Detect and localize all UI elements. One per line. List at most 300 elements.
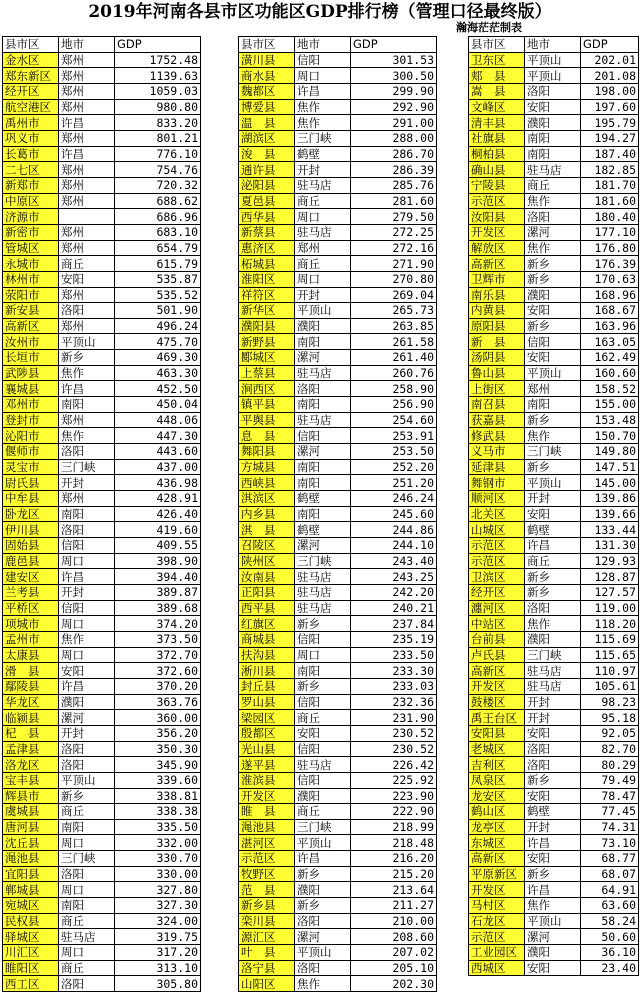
city-name: 开封 [525, 491, 581, 507]
table-row [239, 130, 437, 146]
city-name [59, 209, 115, 225]
city-name: 信阳 [59, 600, 115, 616]
county-name: 杞 县 [3, 725, 59, 741]
gdp-value: 180.40 [581, 209, 639, 225]
city-name: 郑州 [59, 240, 115, 256]
table-row [469, 68, 639, 84]
county-name: 修武县 [469, 428, 525, 444]
gdp-value: 327.80 [115, 882, 201, 898]
city-name: 平顶山 [295, 835, 351, 851]
county-name: 石龙区 [469, 913, 525, 929]
city-name: 洛阳 [525, 757, 581, 773]
city-name: 濮阳 [59, 694, 115, 710]
city-name: 周口 [295, 271, 351, 287]
table-row [239, 506, 437, 522]
gdp-value: 688.62 [115, 193, 201, 209]
gdp-value: 370.20 [115, 678, 201, 694]
county-name: 正阳县 [239, 584, 295, 600]
county-name: 沁阳市 [3, 428, 59, 444]
gdp-value: 150.70 [581, 428, 639, 444]
county-name: 建安区 [3, 569, 59, 585]
city-name: 濮阳 [525, 287, 581, 303]
gdp-value: 119.00 [581, 600, 639, 616]
county-name: 二七区 [3, 162, 59, 178]
county-name: 睢 县 [239, 804, 295, 820]
county-name: 卫滨区 [469, 569, 525, 585]
county-name: 淇 县 [239, 522, 295, 538]
city-name: 濮阳 [295, 882, 351, 898]
gdp-value: 98.23 [581, 694, 639, 710]
county-name: 武陟县 [3, 365, 59, 381]
table-row [3, 553, 201, 569]
city-name: 郑州 [59, 83, 115, 99]
table-row [3, 725, 201, 741]
county-name: 清丰县 [469, 115, 525, 131]
ranking-table-2 [238, 36, 437, 992]
gdp-value: 654.79 [115, 240, 201, 256]
table-row [239, 177, 437, 193]
gdp-value: 128.87 [581, 569, 639, 585]
gdp-value: 330.00 [115, 866, 201, 882]
table-row [3, 444, 201, 460]
gdp-value: 409.55 [115, 538, 201, 554]
gdp-value: 36.10 [581, 945, 639, 961]
gdp-value: 286.70 [351, 146, 437, 162]
table-row [239, 475, 437, 491]
table-row [239, 725, 437, 741]
county-name: 桐柏县 [469, 146, 525, 162]
table-row [3, 929, 201, 945]
county-name: 高新区 [469, 663, 525, 679]
county-name: 中原区 [3, 193, 59, 209]
city-name: 商丘 [295, 193, 351, 209]
gdp-value: 398.90 [115, 553, 201, 569]
gdp-value: 452.50 [115, 381, 201, 397]
table-row [469, 475, 639, 491]
table-row [469, 350, 639, 366]
city-name: 开封 [59, 475, 115, 491]
county-name: 滑 县 [3, 663, 59, 679]
gdp-value: 683.10 [115, 224, 201, 240]
table-row [3, 52, 201, 68]
gdp-value: 170.63 [581, 271, 639, 287]
table-row [239, 772, 437, 788]
county-name: 开发区 [469, 882, 525, 898]
table-row [239, 945, 437, 961]
county-name: 新蔡县 [239, 224, 295, 240]
county-name: 叶 县 [239, 945, 295, 961]
county-name: 顺河区 [469, 491, 525, 507]
table-row [239, 663, 437, 679]
gdp-value: 350.30 [115, 741, 201, 757]
city-name: 洛阳 [295, 913, 351, 929]
table-row [239, 397, 437, 413]
county-name: 开发区 [239, 788, 295, 804]
county-name: 台前县 [469, 631, 525, 647]
table-row [239, 271, 437, 287]
table-row [239, 491, 437, 507]
gdp-value: 95.18 [581, 710, 639, 726]
city-name: 许昌 [525, 835, 581, 851]
city-name: 郑州 [59, 99, 115, 115]
county-name: 孟州市 [3, 631, 59, 647]
table-row [469, 866, 639, 882]
county-name: 新郑市 [3, 177, 59, 193]
gdp-value: 223.90 [351, 788, 437, 804]
table-row [469, 725, 639, 741]
county-name: 上街区 [469, 381, 525, 397]
table-row [3, 287, 201, 303]
city-name: 驻马店 [295, 600, 351, 616]
county-name: 宛城区 [3, 898, 59, 914]
table-row [469, 772, 639, 788]
gdp-value: 162.49 [581, 350, 639, 366]
gdp-value: 319.75 [115, 929, 201, 945]
city-name: 漯河 [525, 929, 581, 945]
gdp-value: 258.90 [351, 381, 437, 397]
table-row [469, 459, 639, 475]
county-name: 西平县 [239, 600, 295, 616]
city-name: 洛阳 [59, 757, 115, 773]
county-name: 嵩 县 [469, 83, 525, 99]
county-name: 扶沟县 [239, 647, 295, 663]
header-county: 县市区 [3, 37, 59, 53]
table-row [3, 631, 201, 647]
table-row [239, 256, 437, 272]
county-name: 镇平县 [239, 397, 295, 413]
city-name: 信阳 [59, 538, 115, 554]
table-row [3, 350, 201, 366]
table-row [239, 240, 437, 256]
city-name: 许昌 [295, 83, 351, 99]
table-row [239, 99, 437, 115]
table-row [3, 741, 201, 757]
city-name: 驻马店 [295, 365, 351, 381]
table-row [239, 913, 437, 929]
county-name: 西城区 [469, 960, 525, 976]
county-name: 息 县 [239, 428, 295, 444]
table-row [3, 303, 201, 319]
table-row [239, 52, 437, 68]
city-name: 许昌 [59, 381, 115, 397]
county-name: 山阳区 [239, 976, 295, 992]
gdp-value: 208.60 [351, 929, 437, 945]
city-name: 濮阳 [295, 788, 351, 804]
table-row [239, 851, 437, 867]
table-row [239, 365, 437, 381]
county-name: 宁陵县 [469, 177, 525, 193]
gdp-value: 374.20 [115, 616, 201, 632]
county-name: 梁园区 [239, 710, 295, 726]
city-name: 许昌 [59, 678, 115, 694]
city-name: 平顶山 [525, 68, 581, 84]
county-name: 潢川县 [239, 52, 295, 68]
gdp-value: 160.60 [581, 365, 639, 381]
gdp-value: 345.90 [115, 757, 201, 773]
city-name: 周口 [59, 882, 115, 898]
county-name: 舞阳县 [239, 444, 295, 460]
header-county: 县市区 [239, 37, 295, 53]
city-name: 洛阳 [59, 976, 115, 992]
table-row [469, 945, 639, 961]
county-name: 商城县 [239, 631, 295, 647]
table-row [3, 710, 201, 726]
county-name: 泌阳县 [239, 177, 295, 193]
gdp-value: 243.40 [351, 553, 437, 569]
city-name: 洛阳 [59, 741, 115, 757]
table-row [469, 663, 639, 679]
city-name: 三门峡 [525, 444, 581, 460]
gdp-value: 218.48 [351, 835, 437, 851]
gdp-value: 105.61 [581, 678, 639, 694]
county-name: 平舆县 [239, 412, 295, 428]
city-name: 新乡 [295, 616, 351, 632]
table-row [469, 99, 639, 115]
gdp-value: 285.76 [351, 177, 437, 193]
city-name: 安阳 [525, 788, 581, 804]
table-row [469, 616, 639, 632]
city-name: 郑州 [295, 240, 351, 256]
table-row [239, 162, 437, 178]
county-name: 管城区 [3, 240, 59, 256]
gdp-value: 265.73 [351, 303, 437, 319]
table-row [239, 334, 437, 350]
table-row [469, 115, 639, 131]
county-name: 范 县 [239, 882, 295, 898]
gdp-value: 372.60 [115, 663, 201, 679]
gdp-value: 246.24 [351, 491, 437, 507]
table-row [469, 898, 639, 914]
county-name: 魏都区 [239, 83, 295, 99]
county-name: 登封市 [3, 412, 59, 428]
table-row [3, 694, 201, 710]
city-name: 郑州 [59, 224, 115, 240]
county-name: 禹王台区 [469, 710, 525, 726]
county-name: 凤泉区 [469, 772, 525, 788]
city-name: 新乡 [525, 459, 581, 475]
county-name: 郑东新区 [3, 68, 59, 84]
city-name: 安阳 [525, 350, 581, 366]
gdp-value: 79.49 [581, 772, 639, 788]
table-row [239, 83, 437, 99]
county-name: 航空港区 [3, 99, 59, 115]
city-name: 许昌 [525, 538, 581, 554]
city-name: 濮阳 [525, 631, 581, 647]
county-name: 宜阳县 [3, 866, 59, 882]
table-row [239, 303, 437, 319]
gdp-value: 339.60 [115, 772, 201, 788]
table-row [239, 929, 437, 945]
county-name: 义马市 [469, 444, 525, 460]
city-name: 焦作 [525, 193, 581, 209]
table-row [3, 569, 201, 585]
city-name: 驻马店 [59, 929, 115, 945]
gdp-value: 63.60 [581, 898, 639, 914]
table-row [239, 115, 437, 131]
county-name: 示范区 [469, 538, 525, 554]
gdp-value: 231.90 [351, 710, 437, 726]
table-row [3, 538, 201, 554]
table-row [469, 287, 639, 303]
county-name: 平桥区 [3, 600, 59, 616]
city-name: 商丘 [59, 256, 115, 272]
table-row [239, 193, 437, 209]
county-name: 洛宁县 [239, 960, 295, 976]
gdp-value: 754.76 [115, 162, 201, 178]
city-name: 驻马店 [525, 162, 581, 178]
city-name: 平顶山 [525, 365, 581, 381]
city-name: 新乡 [295, 866, 351, 882]
gdp-value: 233.50 [351, 647, 437, 663]
county-name: 鹤山区 [469, 804, 525, 820]
city-name: 商丘 [59, 913, 115, 929]
table-row [239, 538, 437, 554]
county-name: 卢氏县 [469, 647, 525, 663]
gdp-value: 139.86 [581, 491, 639, 507]
table-row [3, 600, 201, 616]
table-row [239, 318, 437, 334]
gdp-value: 261.40 [351, 350, 437, 366]
credit-label: 瀚海茫茫制表 [456, 21, 522, 34]
gdp-value: 426.40 [115, 506, 201, 522]
county-name: 西工区 [3, 976, 59, 992]
gdp-value: 980.80 [115, 99, 201, 115]
city-name: 新乡 [525, 569, 581, 585]
table-row [3, 584, 201, 600]
city-name: 南阳 [295, 459, 351, 475]
city-name: 南阳 [59, 506, 115, 522]
gdp-value: 535.52 [115, 287, 201, 303]
table-row [469, 444, 639, 460]
table-row [469, 522, 639, 538]
city-name: 信阳 [295, 428, 351, 444]
county-name: 长垣市 [3, 350, 59, 366]
gdp-value: 225.92 [351, 772, 437, 788]
county-name: 示范区 [469, 929, 525, 945]
table-row [239, 757, 437, 773]
table-row [239, 350, 437, 366]
table-row [3, 678, 201, 694]
city-name: 三门峡 [525, 647, 581, 663]
city-name: 漯河 [295, 538, 351, 554]
gdp-value: 181.60 [581, 193, 639, 209]
county-name: 源汇区 [239, 929, 295, 945]
gdp-value: 324.00 [115, 913, 201, 929]
city-name: 郑州 [59, 162, 115, 178]
city-name: 濮阳 [295, 318, 351, 334]
gdp-value: 149.80 [581, 444, 639, 460]
table-row [239, 804, 437, 820]
table-row [3, 99, 201, 115]
county-name: 浚 县 [239, 146, 295, 162]
city-name: 周口 [295, 209, 351, 225]
county-name: 安阳县 [469, 725, 525, 741]
table-row [469, 584, 639, 600]
table-row [3, 412, 201, 428]
gdp-value: 131.30 [581, 538, 639, 554]
table-row [3, 772, 201, 788]
gdp-value: 163.05 [581, 334, 639, 350]
county-name: 尉氏县 [3, 475, 59, 491]
gdp-value: 168.96 [581, 287, 639, 303]
city-name: 洛阳 [59, 444, 115, 460]
gdp-value: 501.90 [115, 303, 201, 319]
gdp-value: 110.97 [581, 663, 639, 679]
city-name: 驻马店 [525, 663, 581, 679]
county-name: 内黄县 [469, 303, 525, 319]
gdp-value: 232.36 [351, 694, 437, 710]
gdp-value: 317.20 [115, 945, 201, 961]
city-name: 洛阳 [525, 741, 581, 757]
gdp-value: 332.00 [115, 835, 201, 851]
city-name: 新乡 [59, 788, 115, 804]
county-name: 示范区 [469, 193, 525, 209]
table-row [3, 193, 201, 209]
table-row [239, 428, 437, 444]
county-name: 兰考县 [3, 584, 59, 600]
gdp-value: 301.53 [351, 52, 437, 68]
city-name: 南阳 [295, 475, 351, 491]
county-name: 汝州市 [3, 334, 59, 350]
header-gdp: GDP [115, 37, 201, 53]
gdp-value: 218.99 [351, 819, 437, 835]
gdp-value: 256.90 [351, 397, 437, 413]
city-name: 周口 [59, 835, 115, 851]
county-name: 文峰区 [469, 99, 525, 115]
gdp-value: 233.30 [351, 663, 437, 679]
county-name: 开发区 [469, 224, 525, 240]
gdp-value: 833.20 [115, 115, 201, 131]
county-name: 老城区 [469, 741, 525, 757]
table-row [469, 491, 639, 507]
page-title: 2019年河南各县市区功能区GDP排行榜（管理口径最终版） [88, 2, 552, 22]
county-name: 新 县 [469, 334, 525, 350]
county-name: 淮阳区 [239, 271, 295, 287]
table-row [469, 381, 639, 397]
table-row [469, 303, 639, 319]
county-name: 龙亭区 [469, 819, 525, 835]
county-name: 渑池县 [3, 851, 59, 867]
city-name: 郑州 [59, 412, 115, 428]
city-name: 南阳 [59, 898, 115, 914]
table-row [3, 663, 201, 679]
table-row [469, 960, 639, 976]
city-name: 许昌 [59, 115, 115, 131]
county-name: 辉县市 [3, 788, 59, 804]
county-name: 惠济区 [239, 240, 295, 256]
county-name: 临颍县 [3, 710, 59, 726]
city-name: 鹤壁 [295, 491, 351, 507]
header-city: 地市 [59, 37, 115, 53]
city-name: 周口 [59, 616, 115, 632]
gdp-value: 292.90 [351, 99, 437, 115]
gdp-value: 419.60 [115, 522, 201, 538]
table-row [239, 788, 437, 804]
city-name: 平顶山 [525, 475, 581, 491]
table-row [239, 647, 437, 663]
city-name: 安阳 [59, 663, 115, 679]
county-name: 上蔡县 [239, 365, 295, 381]
city-name: 安阳 [525, 303, 581, 319]
city-name: 周口 [59, 945, 115, 961]
county-name: 红旗区 [239, 616, 295, 632]
county-name: 内乡县 [239, 506, 295, 522]
county-name: 林州市 [3, 271, 59, 287]
city-name: 安阳 [525, 725, 581, 741]
city-name: 焦作 [525, 428, 581, 444]
county-name: 郏 县 [469, 68, 525, 84]
table-row [469, 397, 639, 413]
